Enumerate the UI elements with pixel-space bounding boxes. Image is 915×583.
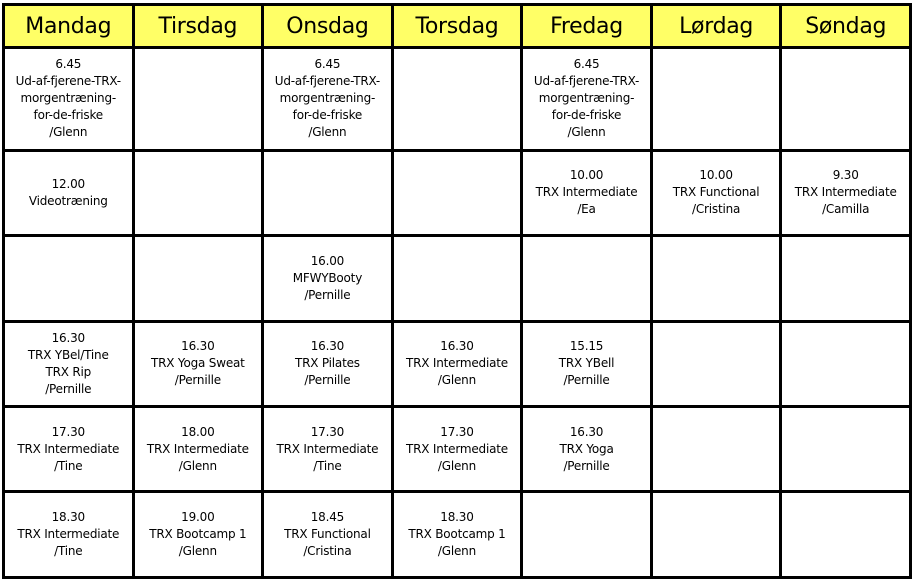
class-time: 16.30 [51,330,85,345]
class-detail-line: /Pernille [563,373,610,388]
class-detail-line: TRX Yoga [559,441,614,456]
day-header-monday: Mandag [4,5,134,48]
schedule-cell-wednesday [263,150,393,235]
class-detail-line: TRX Intermediate [406,441,508,456]
schedule-cell-monday [4,492,134,578]
class-time: 16.30 [181,339,215,354]
class-detail-line: Ud-af-fjerene-TRX- [533,74,640,89]
class-detail-line: TRX Functional [284,527,371,542]
schedule-cell-tuesday [133,236,263,321]
class-detail-line: /Cristina [692,202,741,217]
schedule-cell-thursday [392,406,522,491]
schedule-cell-monday [4,406,134,491]
schedule-cell-tuesday [133,492,263,578]
class-time: 17.30 [440,424,474,439]
class-time: 18.30 [440,510,474,525]
schedule-cell-thursday [392,492,522,578]
class-detail-line: morgentræning- [538,91,635,106]
class-detail-line: /Cristina [303,544,352,559]
schedule-cell-friday [522,150,652,235]
schedule-cell-friday [522,48,652,151]
schedule-cell-saturday [651,406,781,491]
header-row [4,5,911,48]
class-detail-line: for-de-friske [33,108,103,123]
schedule-body [4,48,911,578]
schedule-cell-friday [522,236,652,321]
class-detail-line: for-de-friske [292,108,363,123]
class-detail-line: /Glenn [178,458,217,473]
class-detail-line: /Glenn [308,125,347,140]
schedule-cell-saturday [651,492,781,578]
schedule-cell-sunday [781,321,911,406]
day-header-friday: Fredag [522,5,652,48]
class-time: 9.30 [832,168,859,183]
class-time: 17.30 [51,424,85,439]
day-header-sunday: Søndag [781,5,911,48]
schedule-cell-wednesday [263,406,393,491]
schedule-cell-saturday [651,321,781,406]
schedule-cell-tuesday [133,321,263,406]
class-detail-line: Ud-af-fjerene-TRX- [15,74,121,89]
class-detail-line: /Glenn [567,125,606,140]
class-detail-line: TRX Intermediate [17,441,120,456]
class-detail-line: TRX Intermediate [146,441,249,456]
class-detail-line: TRX Intermediate [794,185,897,200]
schedule-cell-thursday [392,48,522,151]
class-detail-line: TRX Intermediate [276,441,379,456]
class-time: 18.45 [310,510,345,525]
class-time: 19.00 [181,510,215,525]
class-time: 16.30 [569,424,604,439]
class-detail-line: TRX YBell [558,356,615,371]
schedule-cell-sunday [781,406,911,491]
class-time: 15.15 [569,339,604,354]
class-detail-line: /Pernille [45,381,92,396]
class-detail-line: /Pernille [304,373,351,388]
class-detail-line: TRX Bootcamp 1 [408,527,506,542]
class-detail-line: /Pernille [563,458,610,473]
schedule-cell-sunday [781,150,911,235]
schedule-row [4,48,911,151]
schedule-cell-tuesday [133,48,263,151]
class-detail-line: TRX Yoga Sweat [151,356,245,371]
day-header-tuesday: Tirsdag [133,5,263,48]
class-detail-line: TRX Functional [672,185,760,200]
schedule-cell-wednesday [263,492,393,578]
schedule-cell-thursday [392,321,522,406]
day-header-saturday: Lørdag [651,5,781,48]
class-time: 10.00 [569,168,604,183]
class-time: 18.00 [181,424,215,439]
schedule-cell-tuesday [133,150,263,235]
schedule-cell-sunday [781,492,911,578]
class-detail-line: /Tine [54,458,83,473]
schedule-row [4,150,911,235]
schedule-cell-tuesday [133,406,263,491]
day-header-thursday: Torsdag [392,5,522,48]
schedule-cell-saturday [651,48,781,151]
schedule-cell-sunday [781,236,911,321]
class-detail-line: Videotræning [28,193,108,208]
schedule-cell-wednesday [263,48,393,151]
class-detail-line: /Tine [54,544,83,559]
weekly-schedule-table [2,3,912,579]
class-detail-line: /Glenn [437,373,476,388]
schedule-cell-friday [522,321,652,406]
day-header-wednesday: Onsdag [263,5,393,48]
class-time: 12.00 [51,176,85,191]
schedule-cell-sunday [781,48,911,151]
class-time: 6.45 [55,57,82,72]
schedule-row [4,236,911,321]
class-detail-line: /Pernille [304,287,351,302]
class-detail-line: /Pernille [174,373,221,388]
schedule-row [4,321,911,406]
class-detail-line: MFWYBooty [292,270,363,285]
schedule-cell-thursday [392,236,522,321]
schedule-cell-monday [4,236,134,321]
class-detail-line: TRX Rip [45,364,92,379]
class-time: 6.45 [314,57,341,72]
class-detail-line: /Glenn [49,125,88,140]
class-detail-line: /Glenn [178,544,217,559]
class-detail-line: Ud-af-fjerene-TRX- [274,74,381,89]
schedule-cell-monday [4,48,134,151]
class-detail-line: /Glenn [437,544,476,559]
class-time: 16.30 [310,339,345,354]
class-time: 16.30 [440,339,474,354]
class-detail-line: /Camilla [822,202,870,217]
class-detail-line: TRX Intermediate [535,185,638,200]
class-time: 6.45 [573,57,600,72]
schedule-cell-thursday [392,150,522,235]
class-time: 18.30 [51,510,85,525]
class-detail-line: /Ea [577,202,596,217]
class-time: 10.00 [699,168,733,183]
schedule-cell-monday [4,150,134,235]
class-detail-line: TRX Intermediate [406,356,508,371]
class-detail-line: TRX Pilates [294,356,360,371]
schedule-cell-friday [522,492,652,578]
class-detail-line: /Glenn [437,458,476,473]
schedule-cell-saturday [651,150,781,235]
schedule-cell-wednesday [263,236,393,321]
class-detail-line: for-de-friske [551,108,622,123]
class-detail-line: TRX Bootcamp 1 [149,527,247,542]
schedule-cell-wednesday [263,321,393,406]
class-detail-line: morgentræning- [20,91,117,106]
class-detail-line: /Tine [313,458,342,473]
class-detail-line: TRX Intermediate [17,527,120,542]
class-detail-line: morgentræning- [279,91,376,106]
schedule-cell-friday [522,406,652,491]
schedule-row [4,492,911,578]
class-detail-line: TRX YBel/Tine [27,347,109,362]
schedule-row [4,406,911,491]
schedule-cell-monday [4,321,134,406]
class-time: 16.00 [310,253,345,268]
schedule-cell-saturday [651,236,781,321]
class-time: 17.30 [310,424,345,439]
